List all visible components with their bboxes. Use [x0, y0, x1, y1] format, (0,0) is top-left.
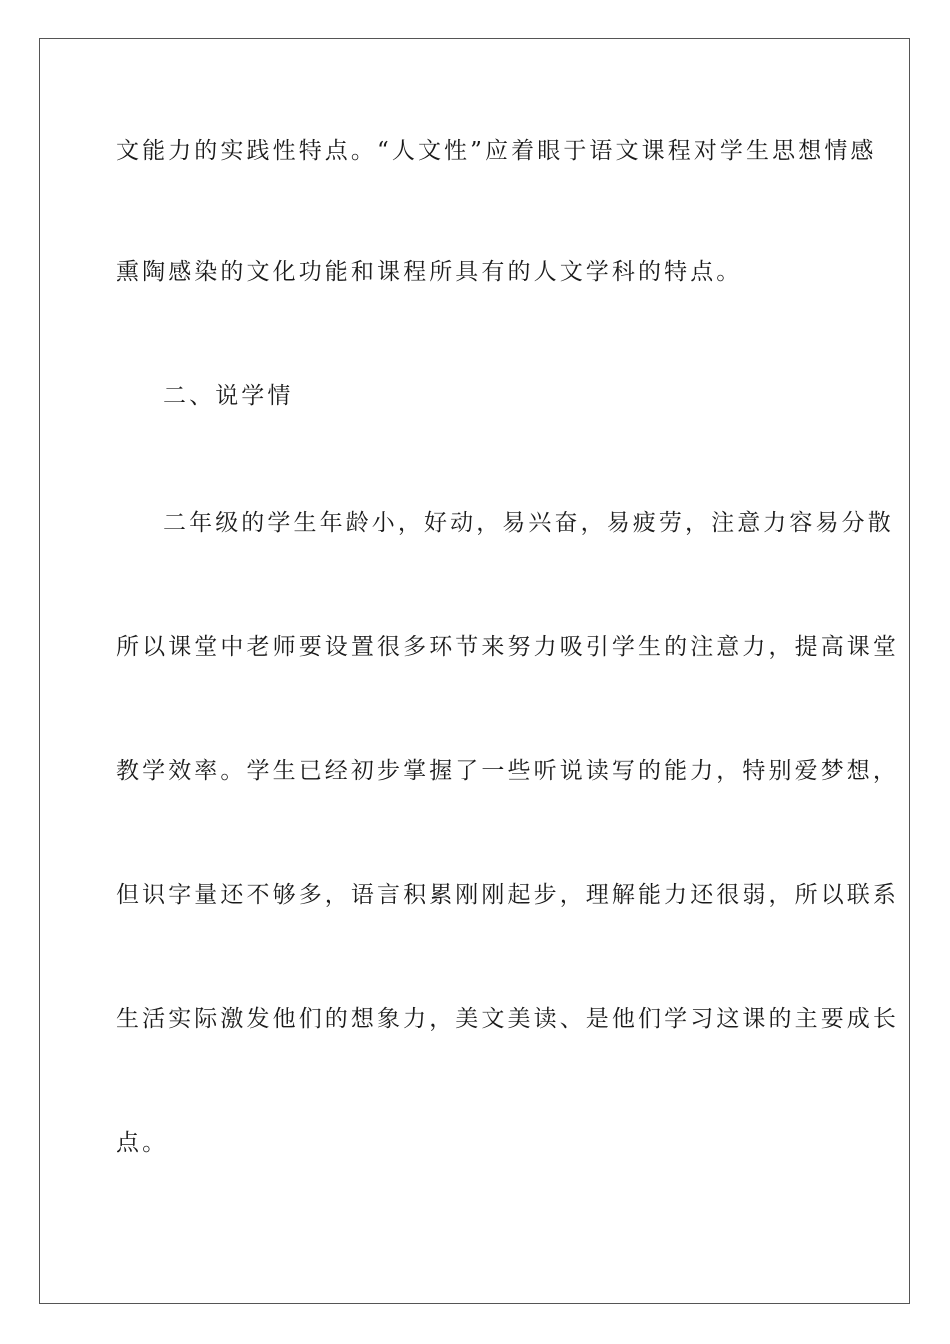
paragraph-1-line-2: 熏陶感染的文化功能和课程所具有的人文学科的特点。	[116, 259, 743, 285]
paragraph-2-line-6: 点。	[116, 1130, 169, 1156]
section-heading-student-analysis: 二、说学情	[163, 383, 294, 409]
page-border	[39, 38, 910, 1304]
paragraph-2-line-1: 二年级的学生年龄小，好动，易兴奋，易疲劳，注意力容易分散	[163, 510, 894, 536]
paragraph-2-line-3: 教学效率。学生已经初步掌握了一些听说读写的能力，特别爱梦想，	[116, 758, 899, 784]
paragraph-2-line-2: 所以课堂中老师要设置很多环节来努力吸引学生的注意力，提高课堂	[116, 634, 899, 660]
paragraph-2-line-4: 但识字量还不够多，语言积累刚刚起步，理解能力还很弱，所以联系	[116, 882, 899, 908]
paragraph-2-line-5: 生活实际激发他们的想象力，美文美读、是他们学习这课的主要成长	[116, 1006, 899, 1032]
paragraph-1-line-1: 文能力的实践性特点。“人文性”应着眼于语文课程对学生思想情感	[116, 138, 877, 164]
